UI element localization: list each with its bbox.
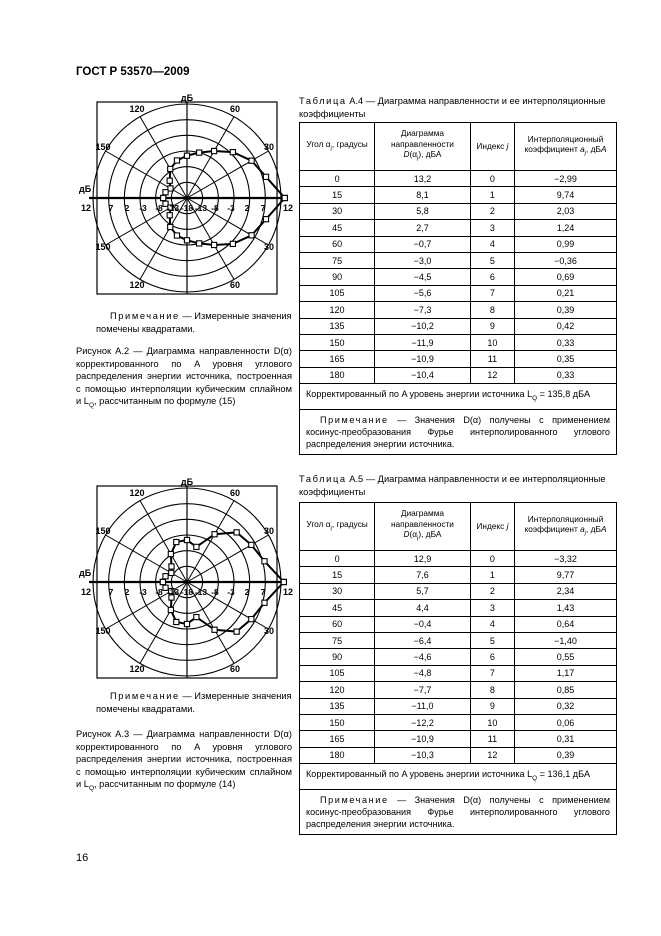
tick-label: -3 [139,203,147,213]
table-cell: 0,21 [515,285,617,301]
table-row [300,698,617,714]
table-cell: 15 [300,187,375,203]
tick-label: -18 [180,587,194,597]
table-cell: 2,7 [375,220,471,236]
table-cell: 1 [470,187,514,203]
table-cell: 0,99 [515,236,617,252]
angle-label: 60 [229,664,241,674]
measured-point-marker [184,238,189,243]
measured-point-marker [174,619,179,624]
tick-label: 2 [244,587,250,597]
table-header-cell: Угол $\alpha_j$, градусы [300,123,375,171]
table-note-row: Примечание — Значения D(α) получены с применением косинус-преобразования Фурье интерполированного углового распределения энергии источника. [300,409,617,454]
grid-radial [140,117,187,198]
table-cell: −5,6 [375,285,471,301]
table-cell: 4 [470,236,514,252]
axis-end-left: 12 [81,587,92,597]
table-row [300,269,617,285]
table-a5 [299,502,617,835]
measured-point-marker [194,615,199,620]
angle-label: 30 [263,526,275,536]
table-row [300,334,617,350]
table-cell: 0,85 [515,682,617,698]
grid-radial [187,117,234,198]
table-lq-row: Корректированный по A уровень энергии источника $L_Q = 135,8$ дБA [300,384,617,410]
angle-label: 150 [95,626,111,636]
tick-label: 7 [260,587,266,597]
table-cell: −0,4 [375,616,471,632]
tick-label: 2 [124,203,130,213]
table-cell: 0,42 [515,318,617,334]
measured-point-marker [212,148,217,153]
measured-point-marker [212,627,217,632]
table-row [300,285,617,301]
table-cell: 0,32 [515,698,617,714]
measured-point-marker [163,190,168,195]
table-cell: −4,8 [375,665,471,681]
table-cell: 105 [300,285,375,301]
table-row [300,203,617,219]
table-cell: −10,3 [375,747,471,763]
table-cell: 0,64 [515,616,617,632]
measured-point-marker [168,607,173,612]
figure-a3-note: Примечание — Измеренные значения помечены квадратами. [96,691,292,714]
table-cell: 0,39 [515,302,617,318]
grid-radial [187,151,268,198]
table-row [300,551,617,567]
table-cell: 150 [300,334,375,350]
measured-point-marker [194,544,199,549]
table-cell: 9 [470,318,514,334]
angle-label: 120 [129,280,145,290]
table-header-cell: Угол $\alpha_j$, градусы [300,503,375,551]
measured-point-marker [262,559,267,564]
measured-point-marker [230,150,235,155]
measured-point-marker [263,217,268,222]
table-cell: 12 [470,747,514,763]
measured-point-marker [168,224,173,229]
table-lq-row: Корректированный по A уровень энергии источника $L_Q = 136,1$ дБA [300,764,617,790]
tick-label: -18 [180,203,194,213]
table-header-row [300,503,617,551]
table-cell: 9 [470,698,514,714]
table-cell: 30 [300,583,375,599]
table-cell: 5,7 [375,583,471,599]
table-cell: 0,06 [515,714,617,730]
measured-point-marker [184,537,189,542]
table-cell: 90 [300,269,375,285]
grid-radial [187,535,268,582]
table-cell: −0,7 [375,236,471,252]
axis-end-right: 12 [282,587,293,597]
table-a5-title: Таблица А.5 — Диаграмма направленности и ее интерполяционные коэффициенты [299,474,606,497]
angle-label: 120 [129,488,145,498]
table-cell: 5 [470,632,514,648]
table-cell: 2,34 [515,583,617,599]
table-cell: 120 [300,302,375,318]
table-cell: −6,4 [375,632,471,648]
tick-label: -3 [227,587,235,597]
measured-point-marker [161,195,166,200]
table-row [300,600,617,616]
measured-point-marker [160,579,165,584]
table-cell: 2,03 [515,203,617,219]
table-row [300,731,617,747]
table-cell: 4,4 [375,600,471,616]
table-cell: −10,4 [375,367,471,383]
table-cell: 6 [470,269,514,285]
angle-label: 60 [229,488,241,498]
measured-point-marker [197,150,202,155]
table-cell: 1,43 [515,600,617,616]
table-cell: 5 [470,252,514,268]
table-cell: 9,74 [515,187,617,203]
table-cell: 135 [300,318,375,334]
measured-point-marker [212,242,217,247]
angle-label: 30 [263,626,275,636]
table-cell: 12 [470,367,514,383]
measured-point-marker [184,153,189,158]
angle-label: 30 [263,242,275,252]
tick-label: -8 [155,587,163,597]
table-cell: 8,1 [375,187,471,203]
measured-point-marker [197,241,202,246]
measured-point-marker [184,621,189,626]
table-cell: −3,32 [515,551,617,567]
table-cell: 2 [470,583,514,599]
table-cell: 3 [470,600,514,616]
table-header-cell: Интерполяционный коэффициент $a_j$, дБA [515,123,617,171]
tick-label: 2 [124,587,130,597]
angle-label: 120 [129,104,145,114]
table-cell: 180 [300,367,375,383]
table-row [300,318,617,334]
axis-unit-top: дБ [180,94,194,103]
measured-point-marker [169,564,174,569]
tick-label: -8 [155,203,163,213]
table-row [300,616,617,632]
tick-label: -8 [211,587,219,597]
axis-unit-left: дБ [79,184,92,194]
polar-diagram-a2 [73,94,301,302]
measured-point-marker [249,158,254,163]
table-cell: 0,55 [515,649,617,665]
measured-point-marker [230,241,235,246]
tick-label: 7 [108,203,114,213]
measured-point-marker [167,213,172,218]
table-cell: 0 [300,171,375,187]
table-cell: 0,31 [515,731,617,747]
table-header-cell: Индекс j [470,123,514,171]
table-cell: 150 [300,714,375,730]
measured-point-marker [262,600,267,605]
measured-point-marker [174,158,179,163]
page-number: 16 [76,852,89,864]
table-cell: 75 [300,632,375,648]
table-header-cell: Интерполяционный коэффициент $a_j$, дБA [515,503,617,551]
table-row [300,367,617,383]
measured-point-marker [249,617,254,622]
table-row [300,747,617,763]
table-cell: 1 [470,567,514,583]
table-cell: 180 [300,747,375,763]
table-row [300,351,617,367]
tick-label: -3 [227,203,235,213]
table-cell: 0 [300,551,375,567]
figure-a2-caption: Рисунок А.2 — Диаграмма направленности D(α) корректированного по A уровня углового распределения энергии источника, построенная с помощью интерполяции кубическим сплайном и $L_Q$, рассчитанным по формуле (15) [76,346,292,410]
table-cell: 3 [470,220,514,236]
table-cell: 2 [470,203,514,219]
measured-point-marker [168,551,173,556]
table-cell: 165 [300,351,375,367]
tick-label: -13 [166,203,180,213]
table-cell: 8 [470,302,514,318]
figure-a2-note: Примечание — Измеренные значения помечены квадратами. [96,311,292,334]
measured-point-marker [167,178,172,183]
table-cell: 105 [300,665,375,681]
table-cell: 75 [300,252,375,268]
table-cell: 8 [470,682,514,698]
tick-label: 7 [108,587,114,597]
angle-label: 30 [263,142,275,152]
table-row [300,583,617,599]
table-row [300,302,617,318]
axis-end-left: 12 [81,203,92,213]
table-cell: −10,2 [375,318,471,334]
measured-point-marker [249,233,254,238]
table-header-row [300,123,617,171]
table-cell: 30 [300,203,375,219]
table-cell: 13,2 [375,171,471,187]
table-cell: −11,0 [375,698,471,714]
table-row [300,236,617,252]
table-cell: −11,9 [375,334,471,350]
table-row [300,220,617,236]
angle-label: 120 [129,664,145,674]
table-row [300,187,617,203]
table-cell: −3,0 [375,252,471,268]
table-cell: 9,77 [515,567,617,583]
table-cell: −10,9 [375,351,471,367]
tick-label: -3 [139,587,147,597]
tick-label: -13 [194,203,208,213]
table-cell: 90 [300,649,375,665]
table-header-cell: Индекс j [470,503,514,551]
table-cell: 0,39 [515,747,617,763]
table-cell: −7,7 [375,682,471,698]
table-row [300,682,617,698]
table-row [300,252,617,268]
table-cell: 0,33 [515,367,617,383]
table-a4 [299,122,617,455]
table-cell: −0,36 [515,252,617,268]
angle-label: 150 [95,142,111,152]
table-cell: 0 [470,171,514,187]
table-cell: 12,9 [375,551,471,567]
table-row [300,632,617,648]
measured-point-marker [174,233,179,238]
table-row [300,171,617,187]
table-cell: 15 [300,567,375,583]
table-cell: 60 [300,236,375,252]
table-cell: −4,5 [375,269,471,285]
measured-point-marker [249,542,254,547]
table-cell: 4 [470,616,514,632]
table-row [300,714,617,730]
table-cell: 11 [470,351,514,367]
axis-unit-top: дБ [180,478,194,487]
note-label: Примечание [110,311,180,321]
grid-radial [187,501,234,582]
measured-point-marker [234,530,239,535]
table-cell: 10 [470,334,514,350]
measured-point-marker [163,574,168,579]
table-cell: 60 [300,616,375,632]
table-cell: 0,35 [515,351,617,367]
table-cell: 165 [300,731,375,747]
table-cell: 11 [470,731,514,747]
tick-label: 7 [260,203,266,213]
angle-label: 60 [229,104,241,114]
figure-a3-caption: Рисунок А.3 — Диаграмма направленности D(α) корректированного по A уровня углового распределения энергии источника, построенная с помощью интерполяции кубическим сплайном и $L_Q$, рассчитанным по формуле (14) [76,729,292,793]
table-row [300,567,617,583]
table-a4-title: Таблица А.4 — Диаграмма направленности и ее интерполяционные коэффициенты [299,96,606,119]
table-cell: −4,6 [375,649,471,665]
table-cell: −12,2 [375,714,471,730]
measured-point-marker [281,579,286,584]
table-header-cell: Диаграмма направленности $D(\alpha_j)$, дБА [375,123,471,171]
table-cell: 1,24 [515,220,617,236]
table-cell: −10,9 [375,731,471,747]
measured-point-marker [234,629,239,634]
tick-label: -13 [166,587,180,597]
measured-point-marker [168,166,173,171]
table-cell: −7,3 [375,302,471,318]
table-cell: 0,33 [515,334,617,350]
table-cell: −2,99 [515,171,617,187]
table-cell: 0,69 [515,269,617,285]
table-note-row: Примечание — Значения D(α) получены с применением косинус-преобразования Фурье интерполированного углового распределения энергии источника. [300,789,617,834]
measured-point-marker [212,532,217,537]
table-cell: 10 [470,714,514,730]
table-row [300,665,617,681]
table-cell: 7 [470,665,514,681]
measured-point-marker [169,570,174,575]
table-cell: 7 [470,285,514,301]
angle-label: 150 [95,526,111,536]
document-header: ГОСТ Р 53570—2009 [76,66,190,78]
table-cell: 7,6 [375,567,471,583]
table-row [300,649,617,665]
table-cell: 45 [300,220,375,236]
table-cell: 120 [300,682,375,698]
measured-point-marker [263,174,268,179]
table-cell: 5,8 [375,203,471,219]
table-cell: 135 [300,698,375,714]
table-cell: −1,40 [515,632,617,648]
tick-label: -8 [211,203,219,213]
measured-point-marker [174,539,179,544]
tick-label: 2 [244,203,250,213]
table-cell: 1,17 [515,665,617,681]
angle-label: 60 [229,280,241,290]
tick-label: -13 [194,587,208,597]
table-cell: 45 [300,600,375,616]
polar-diagram-a3 [73,478,301,686]
table-header-cell: Диаграмма направленности $D(\alpha_j)$, дБА [375,503,471,551]
angle-label: 150 [95,242,111,252]
axis-end-right: 12 [282,203,293,213]
measured-point-marker [282,195,287,200]
axis-unit-left: дБ [79,568,92,578]
table-cell: 0 [470,551,514,567]
table-cell: 6 [470,649,514,665]
